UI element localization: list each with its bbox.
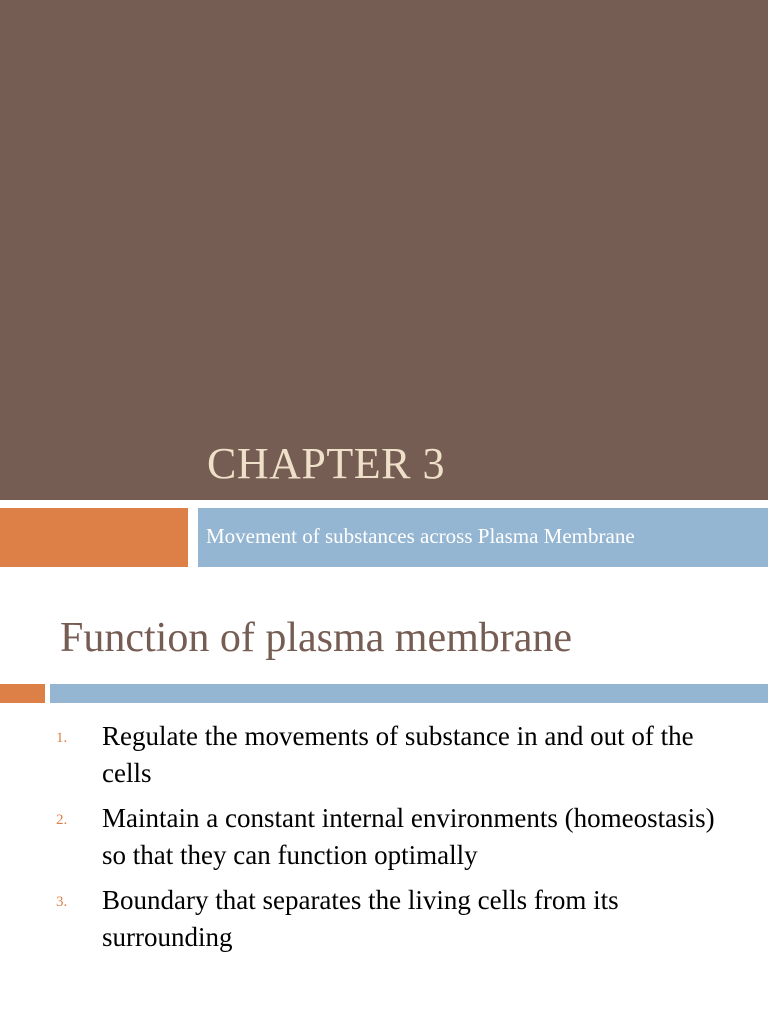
orange-accent-bar [0, 684, 45, 703]
list-item-number: 3. [56, 894, 68, 910]
blue-accent-bar [50, 684, 768, 703]
orange-accent-block [0, 508, 188, 567]
list-item-number: 2. [56, 812, 68, 828]
title-panel [0, 0, 768, 500]
function-list [56, 718, 716, 964]
list-item [56, 718, 716, 792]
chapter-title: CHAPTER 3 [207, 439, 445, 488]
list-item [56, 800, 716, 874]
list-item-text: Boundary that separates the living cells from its surrounding [102, 885, 619, 952]
content-slide [0, 580, 768, 1024]
list-item-text: Regulate the movements of substance in and out of the cells [102, 721, 694, 788]
list-item [56, 882, 716, 956]
subtitle-bar [198, 508, 768, 567]
subtitle-text: Movement of substances across Plasma Membrane [206, 524, 635, 548]
slide-title: Function of plasma membrane [60, 615, 573, 661]
list-item-number: 1. [56, 730, 68, 746]
list-item-text: Maintain a constant internal environments (homeostasis) so that they can function optimally [102, 803, 715, 870]
